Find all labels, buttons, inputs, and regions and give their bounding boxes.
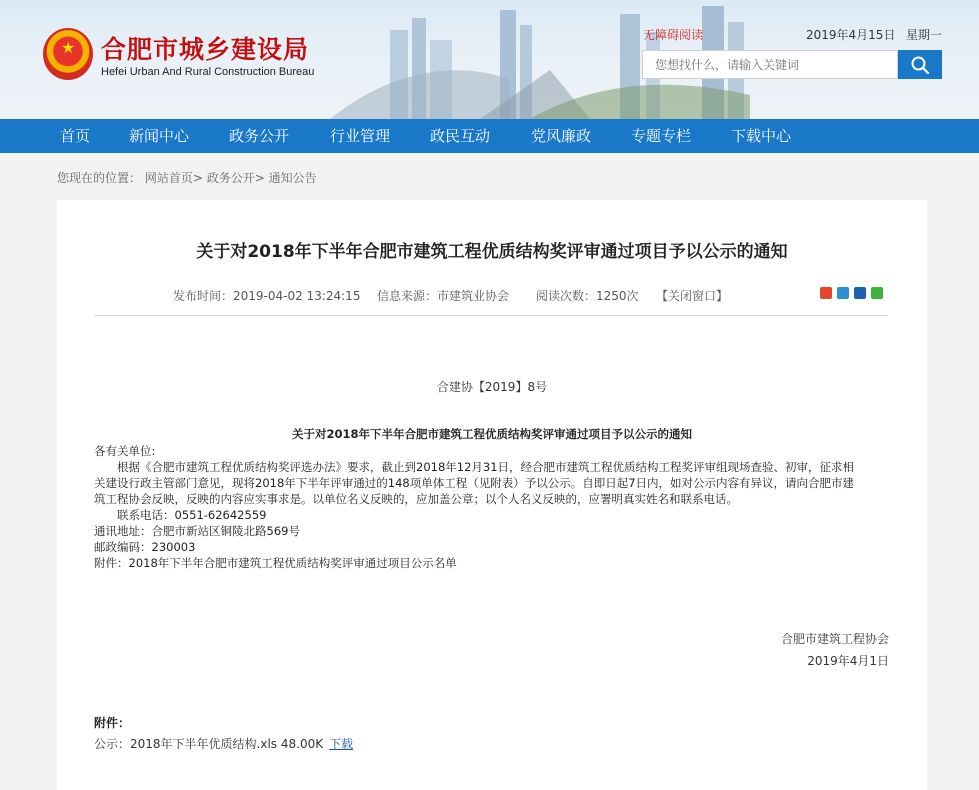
document-number: 合建协【2019】8号 [436,380,548,394]
nav-item-news[interactable]: 新闻中心 [129,127,190,145]
nav-item-interaction[interactable]: 政民互动 [430,127,491,145]
search-button[interactable] [898,50,942,79]
attachments-label: 附件： [94,716,131,730]
download-link[interactable]: 下载 [329,737,354,751]
breadcrumb [57,169,317,186]
renren-icon[interactable] [854,287,866,299]
current-weekday: 星期一 [906,28,943,42]
breadcrumb-prefix: 您现在的位置： [57,171,142,185]
nav-item-government-affairs[interactable]: 政务公开 [229,127,290,145]
qzone-icon[interactable] [837,287,849,299]
search-icon [910,55,930,75]
publish-time: 发布时间：2019-04-02 13:24:15 [173,289,361,303]
close-window-link[interactable]: 【关闭窗口】 [656,289,729,303]
breadcrumb-separator: > [254,171,265,185]
breadcrumb-home[interactable]: 网站首页 [144,171,193,185]
contact-phone: 联系电话：0551-62642559 [94,508,267,522]
site-title: 合肥市城乡建设局 [101,35,310,64]
current-date: 2019年4月15日 [806,28,896,42]
wechat-icon[interactable] [871,287,883,299]
search-input[interactable] [642,50,898,79]
breadcrumb-notices[interactable]: 通知公告 [268,171,317,185]
body-line: 筑工程协会反映，反映的内容应实事求是。以单位名义反映的，应加盖公章；以个人名义反映的，应署明真实姓名和联系电话。 [94,492,738,506]
attachment-note: 附件：2018年下半年合肥市建筑工程优质结构奖评审通过项目公示名单 [94,556,457,570]
body-line: 各有关单位: [94,444,156,458]
nav-item-downloads[interactable]: 下载中心 [731,127,792,145]
article-container [57,200,927,790]
signing-date: 2019年4月1日 [807,654,889,668]
nav-item-special-topics[interactable]: 专题专栏 [631,127,692,145]
site-header [0,0,979,119]
info-source: 信息来源：市建筑业协会 [377,289,510,303]
nav-item-home[interactable]: 首页 [60,127,91,145]
notice-title: 关于对2018年下半年合肥市建筑工程优质结构奖评审通过项目予以公示的通知 [291,427,692,441]
body-line: 根据《合肥市建筑工程优质结构奖评选办法》要求，截止到2018年12月31日，经合肥市建筑工程优质结构工程奖评审组现场查验、初审，征求相 [94,460,855,474]
article-title: 关于对2018年下半年合肥市建筑工程优质结构奖评审通过项目予以公示的通知 [196,242,788,262]
national-emblem-icon: ★ [43,28,93,80]
breadcrumb-separator: > [192,171,203,185]
nav-item-integrity[interactable]: 党风廉政 [531,127,592,145]
main-nav [0,119,979,153]
breadcrumb-government-affairs[interactable]: 政务公开 [206,171,255,185]
meta-divider [94,315,888,316]
weibo-icon[interactable] [820,287,832,299]
body-line: 关建设行政主管部门意见，现将2018年下半年评审通过的148项单体工程（见附表）予以公示。自即日起7日内，如对公示内容有异议，请向合肥市建 [94,476,855,490]
attachment-item [94,735,353,752]
postal-code: 邮政编码：230003 [94,540,196,554]
nav-item-industry[interactable]: 行业管理 [330,127,391,145]
mailing-address: 通讯地址：合肥市新站区铜陵北路569号 [94,524,300,538]
signing-organization: 合肥市建筑工程协会 [780,632,889,646]
site-subtitle: Hefei Urban And Rural Construction Bureau [101,66,315,78]
read-count: 阅读次数：1250次 [536,289,639,303]
attachment-filename: 公示：2018年下半年优质结构.xls 48.00K [94,737,324,751]
barrier-free-link[interactable]: 无障碍阅读 [643,28,704,42]
